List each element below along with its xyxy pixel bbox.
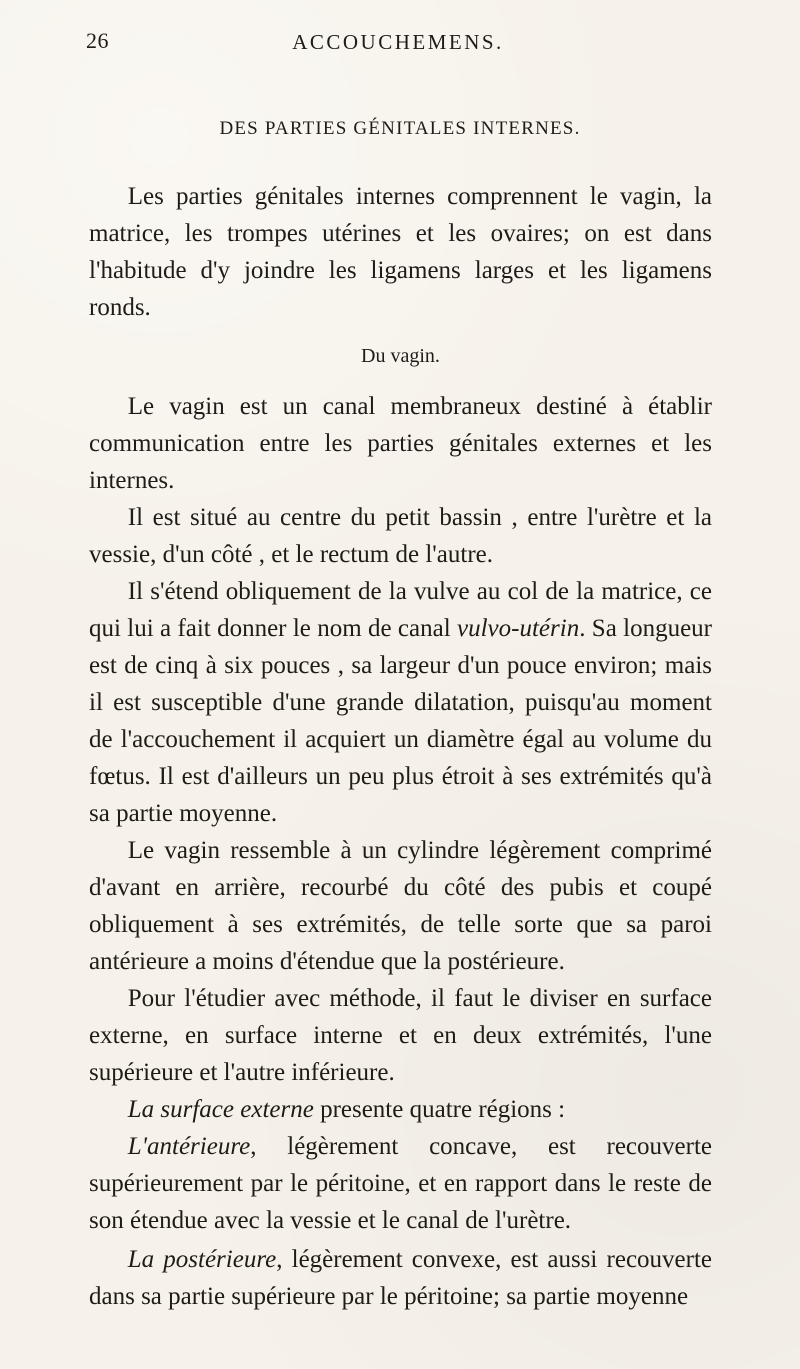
paragraph-8: [89, 1128, 712, 1239]
paragraph-7-italic: La surface externe: [127, 1096, 314, 1123]
paragraph-2: Le vagin est un canal membraneux destiné à établir communication entre les parties génitales externes et les internes.: [89, 393, 712, 494]
paragraph-8-text: , légèrement concave, est recouverte supérieurement par le péritoine, et en rapport dans le reste de son étendue avec la vessie et le canal de l'urètre.: [89, 1133, 712, 1234]
paragraph-4-pre: Il s'étend obliquement de la vulve au col de la matrice, ce qui lui a fait donner le nom de canal: [89, 578, 712, 642]
paragraph-1: Les parties génitales internes comprennent le vagin, la matrice, les trompes utérines et les ovaires; on est dans l'habitude d'y joindre les ligamens larges et les ligamens ronds.: [89, 183, 712, 321]
paragraph-3: Il est situé au centre du petit bassin , entre l'urètre et la vessie, d'un côté , et le rectum de l'autre.: [89, 504, 712, 568]
page-header: [86, 28, 710, 64]
paragraph-8-italic: L'antérieure: [127, 1133, 251, 1160]
subheading-du-vagin: Du vagin.: [361, 345, 440, 367]
paragraph-9: [89, 1241, 712, 1315]
paragraph-9-italic: La postérieure: [127, 1246, 277, 1273]
paragraph-9-text: , légèrement convexe, est aussi recouverte dans sa partie supérieure par le péritoine; sa partie moyenne: [89, 1246, 712, 1310]
paragraph-7: [89, 1091, 712, 1128]
paragraph-5: Le vagin ressemble à un cylindre légèrement comprimé d'avant en arrière, recourbé du côté des pubis et coupé obliquement à ses extrémités, de telle sorte que sa paroi antérieure a moins d'étendue que la postérieure.: [89, 837, 712, 975]
paragraph-4-post: . Sa longueur est de cinq à six pouces , sa largeur d'un pouce environ; mais il est susceptible d'une grande dilatation, puisqu'au moment de l'accouchement il acquiert un diamètre égal au volume du fœtus. Il est d'ailleurs un peu plus étroit à ses extrémités qu'à sa partie moyenne.: [89, 615, 712, 827]
page-number: 26: [86, 28, 109, 53]
section-title: DES PARTIES GÉNITALES INTERNES.: [219, 118, 581, 139]
paragraph-6: Pour l'étudier avec méthode, il faut le diviser en surface externe, en surface interne et en deux extrémités, l'une supérieure et l'autre inférieure.: [89, 985, 712, 1086]
running-head: ACCOUCHEMENS.: [292, 30, 504, 54]
body-text: [89, 178, 712, 1315]
paragraph-7-text: presente quatre régions :: [313, 1096, 566, 1123]
paragraph-4: [89, 573, 712, 832]
paragraph-4-italic: vulvo-utérin: [457, 615, 580, 642]
